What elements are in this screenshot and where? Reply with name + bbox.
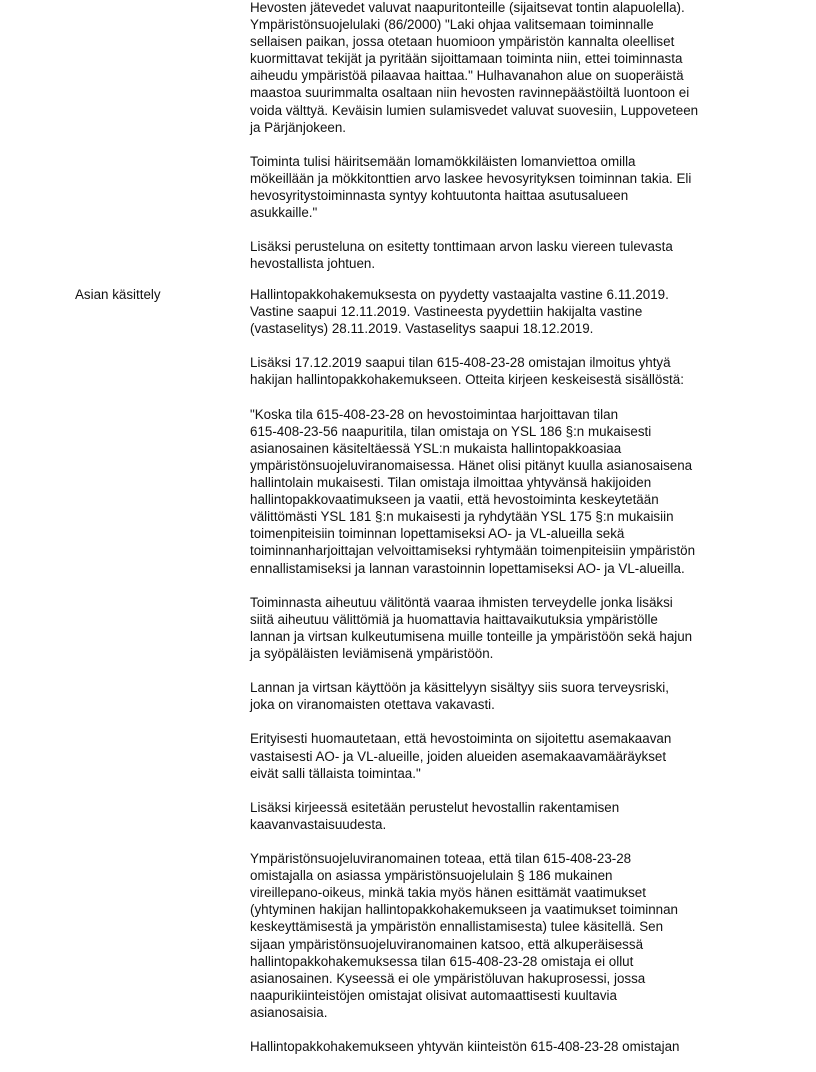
paragraph-quote-zoning: Erityisesti huomautetaan, että hevostoiminta on sijoitettu asemakaavan vastaisesti AO- ja VL-alueille, joiden alueiden asemakaavamääräykset eivät salli tällaista toimintaa."	[250, 731, 672, 781]
paragraph-continuation: Hallintopakkohakemukseen yhtyvän kiinteistön 615-408-23-28 omistajan	[250, 1039, 680, 1055]
paragraph-wastewater: Hevosten jätevedet valuvat naapuritonteille (sijaitsevat tontin alapuolella). Ympäristönsuojelulaki (86/2000) "Laki ohjaa valitsemaan toiminnalle sellaisen paikan, jossa otetaan huomioon ympäristön kannalta oleelliset kuormittavat tekijät ja pyritään sijoittamaan toiminta niin, ettei toiminnasta aiheudu ympäristöä pilaavaa haittaa." Hulhavanahon alue on suoperäistä maastoa suurimmalta osaltaan niin hevosten ravinnepäästöiltä luontoon ei voida välttyä. Keväisin lumien sulamisvedet valuvat suovesiin, Luppoveteen ja Pärjänjokeen.	[250, 0, 699, 135]
paragraph-quote-claim: "Koska tila 615-408-23-28 on hevostoimintaa harjoittavan tilan 615-408-23-56 naapuritila, tilan omistaja on YSL 186 §:n mukaisesti asianosainen käsiteltäessä YSL:n mukaista hallintopakkoasiaa ympäristönsuojeluviranomaisessa. Hänet olisi pitänyt kuulla asianosaisena hallintolain mukaisesti. Tilan omistaja ilmoittaa yhtyvänsä hakijoiden hallintopakkovaatimukseen ja vaatii, että hevostoiminta keskeytetään välittömästi YSL 181 §:n mukaisesti ja ryhdytään YSL 175 §:n mukaisiin toimenpiteisiin toiminnan lopettamiseksi AO- ja VL-alueilla sekä toiminnanharjoittajan velvoittamiseksi ryhtymään toimenpiteisiin ympäristön ennallistamiseksi ja lannan varastoinnin lopettamiseksi AO- ja VL-alueilla.	[250, 406, 696, 576]
section-asian-kasittely	[250, 286, 750, 1072]
paragraph-quote-health: Toiminnasta aiheutuu välitöntä vaaraa ihmisten terveydelle jonka lisäksi siitä aiheutuu välittömiä ja huomattavia haittavaikutuksia ympäristölle lannan ja virtsan kulkeutumisena muille tonteille ja ympäristöön sekä hajun ja syöpäläisten leviämisenä ympäristöön.	[250, 594, 693, 661]
paragraph-neighbour-notice: Lisäksi 17.12.2019 saapui tilan 615-408-23-28 omistajan ilmoitus yhtyä hakijan hallintopakkohakemukseen. Otteita kirjeen keskeisestä sisällöstä:	[250, 355, 684, 388]
paragraph-letter-reasons: Lisäksi kirjeessä esitetään perustelut hevostallin rakentamisen kaavanvastaisuudesta.	[250, 799, 620, 832]
paragraph-land-value: Lisäksi perusteluna on esitetty tonttimaan arvon lasku viereen tulevasta hevostallista johtuen.	[250, 239, 673, 272]
paragraph-timeline: Hallintopakkohakemuksesta on pyydetty vastaajalta vastine 6.11.2019. Vastine saapui 12.11.2019. Vastineesta pyydettiin hakijalta vastine (vastaselitys) 28.11.2019. Vastaselitys saapui 18.12.2019.	[250, 287, 669, 337]
paragraph-quote-risk: Lannan ja virtsan käyttöön ja käsittelyyn sisältyy siis suora terveysriski, joka on viranomaisten otettava vakavasti.	[250, 680, 670, 713]
section-previous-continuation	[250, 0, 750, 290]
paragraph-authority-finding: Ympäristönsuojeluviranomainen toteaa, että tilan 615-408-23-28 omistajalla on asiassa ympäristönsuojelulain § 186 mukainen vireillepano-oikeus, minkä takia myös hänen esittämät vaatimukset (yhtyminen hakijan hallintopakkohakemukseen ja vaatimukset toiminnan keskeyttämisestä ja ympäristön ennallistamisesta) tulee käsitellä. Sen sijaan ympäristönsuojeluviranomainen katsoo, että alkuperäisessä hallintopakkohakemuksessa tilan 615-408-23-28 omistaja ei ollut asianosainen. Kyseessä ei ole ympäristöluvan hakuprosessi, jossa naapurikiinteistöjen omistajat olisivat automaattisesti kuultavia asianosaisia.	[250, 851, 678, 1020]
section-label-asian-kasittely: Asian käsittely	[75, 287, 161, 302]
paragraph-disturbance: Toiminta tulisi häiritsemään lomamökkiläisten lomanviettoa omilla mökeillään ja mökkitonttien arvo laskee hevosyrityksen toiminnan takia. Eli hevosyritystoiminnasta syntyy kohtuutonta haittaa asutusalueen asukkaille."	[250, 153, 692, 221]
